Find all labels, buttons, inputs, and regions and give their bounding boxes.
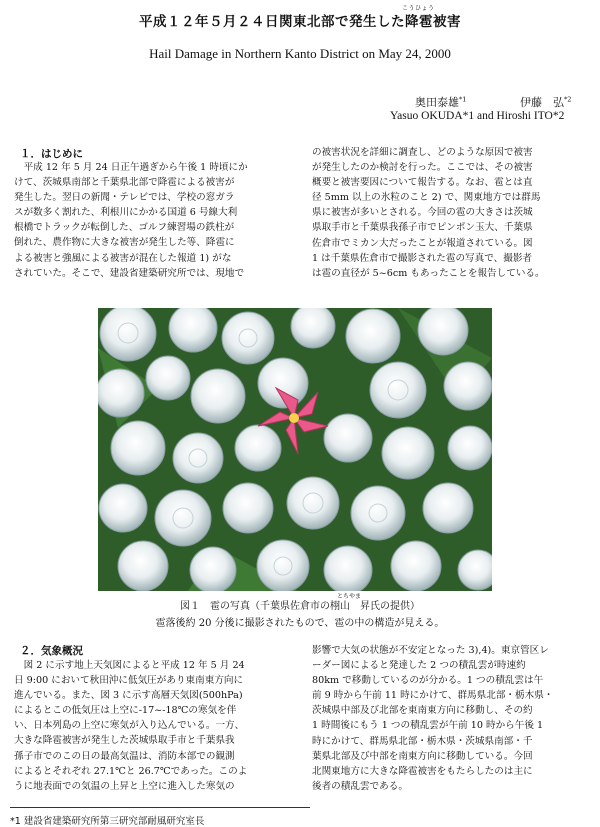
footnote-divider (10, 807, 310, 808)
text-line: 日 9:00 において秋田沖に低気圧があり東南東方向に (14, 675, 244, 687)
text-line: 図 2 に示す地上天気図によると平成 12 年 5 月 24 (14, 660, 245, 671)
text-line: よる被害と強風による被害が混在した報道 1) がな (14, 252, 232, 264)
text-line: されていた。そこで、建設省建築研究所では、現地で (14, 267, 245, 279)
author-1: 奥田泰雄$^{*1}$ (415, 95, 467, 109)
figure-caption-1: 図１ 雹の写真（千葉県佐倉市の栩山 昇氏の提供） とちやま (180, 593, 420, 612)
section1-left-column (14, 160, 296, 281)
text-line: 後者の積乱雲である。 (312, 780, 408, 792)
section2-heading: ２．気象概況 (20, 645, 83, 657)
text-line: 時にかけて、群馬県北部・栃木県・茨城県南部・千 (312, 735, 533, 747)
title-ruby: こうひょう (402, 5, 435, 12)
section2-left-column (14, 658, 296, 794)
section1-right-column (312, 145, 587, 281)
text-line: 県に被害が多いとされる。今回の雹の大きさは茨城 (312, 207, 533, 219)
japanese-title: 平成１２年５月２４日関東北部で発生した降雹被害 こうひょう (139, 5, 461, 30)
text-line: ーダー図によると発達した 2 つの積乱雲が時速約 (312, 660, 526, 672)
text-line: 進んでいる。また、図 3 に示す高層天気図(500hPa) (14, 690, 243, 702)
hail-photo (98, 308, 492, 591)
footnote: *1 建設省建築研究所第三研究部耐風研究室長 (10, 816, 205, 827)
hail-photo-illustration (98, 308, 492, 591)
text-line: 1 時間後にもう 1 つの積乱雲が午前 10 時から午後 1 (312, 720, 544, 732)
text-line: 茨城県中部及び北部を東南東方向に移動し、その約 (312, 705, 533, 717)
text-line: スが数多く割れた、利根川にかかる国道 6 号線大利 (14, 207, 238, 219)
author-2: 伊藤 弘$^{*2}$ (520, 95, 572, 109)
text-line: 葉県北部及び中部を南東方向に移動している。今回 (312, 750, 533, 762)
text-line: 発生した。翌日の新聞・テレビでは、学校の窓ガラ (14, 192, 235, 204)
english-title: Hail Damage in Northern Kanto District on May 24, 2000 (149, 46, 451, 61)
text-line: うに地表面での気温の上昇と上空に進入した寒気の (14, 780, 235, 792)
text-line: 径 5mm 以上の氷粒のこと 2) で、関東地方では群馬 (312, 192, 541, 204)
text-line: 県取手市と千葉県我孫子市でピンポン玉大、千葉県 (312, 222, 533, 234)
section-heading: １．はじめに (20, 148, 83, 160)
figure-caption-2: 雹落後約 20 分後に撮影されたもので、雹の中の構造が見える。 (155, 618, 445, 629)
text-line: が発生したのか検討を行った。ここでは、その被害 (312, 162, 533, 174)
authors-romaji: Yasuo OKUDA*1 and Hiroshi ITO*2 (390, 110, 565, 122)
text-line: 前 9 時から午前 11 時にかけて、群馬県北部・栃木県・ (312, 690, 554, 702)
text-line: 平成 12 年 5 月 24 日正午過ぎから午後 1 時頃にか (14, 162, 248, 173)
text-line: けて、茨城県南部と千葉県北部で降雹による被害が (14, 177, 235, 189)
section2-right-column (312, 643, 587, 794)
text-line: 80km で移動しているのが分かる。1 つの積乱雲は午 (312, 675, 544, 687)
text-line: 大きな降雹被害が発生した茨城県取手市と千葉県我 (14, 735, 235, 747)
text-line: によるとこの低気圧は上空に-17~-18℃の寒気を伴 (14, 705, 237, 717)
text-line: 1 は千葉県佐倉市で撮影された雹の写真で、撮影者 (312, 252, 533, 264)
text-line: 影響で大気の状態が不安定となった 3),4)。東京管区レ (312, 645, 549, 656)
text-line: は雹の直径が 5~6cm もあったことを報告している。 (312, 267, 545, 279)
text-line: 根橋でトラックが転倒した、ゴルフ練習場の鉄柱が (14, 222, 235, 234)
text-line: 佐倉市でミカン大だったことが報道されている。図 (312, 237, 533, 249)
text-line: い、日本列島の上空に寒気が入り込んでいる。一方、 (14, 720, 245, 732)
text-line: 概要と被害要因について報告する。なお、雹とは直 (312, 177, 533, 189)
text-line: 倒れた、農作物に大きな被害が発生した等、降雹に (14, 237, 235, 249)
text-line: 北関東地方に大きな降雹被害をもたらしたのは主に (312, 765, 533, 777)
text-line: の被害状況を詳細に調査し、どのような原因で被害 (312, 147, 533, 158)
text-line: によるとそれぞれ 27.1℃と 26.7℃であった。このよ (14, 765, 248, 777)
text-line: 孫子市でのこの日の最高気温は、消防本部での観測 (14, 750, 235, 762)
caption-ruby: とちやま (337, 593, 362, 600)
